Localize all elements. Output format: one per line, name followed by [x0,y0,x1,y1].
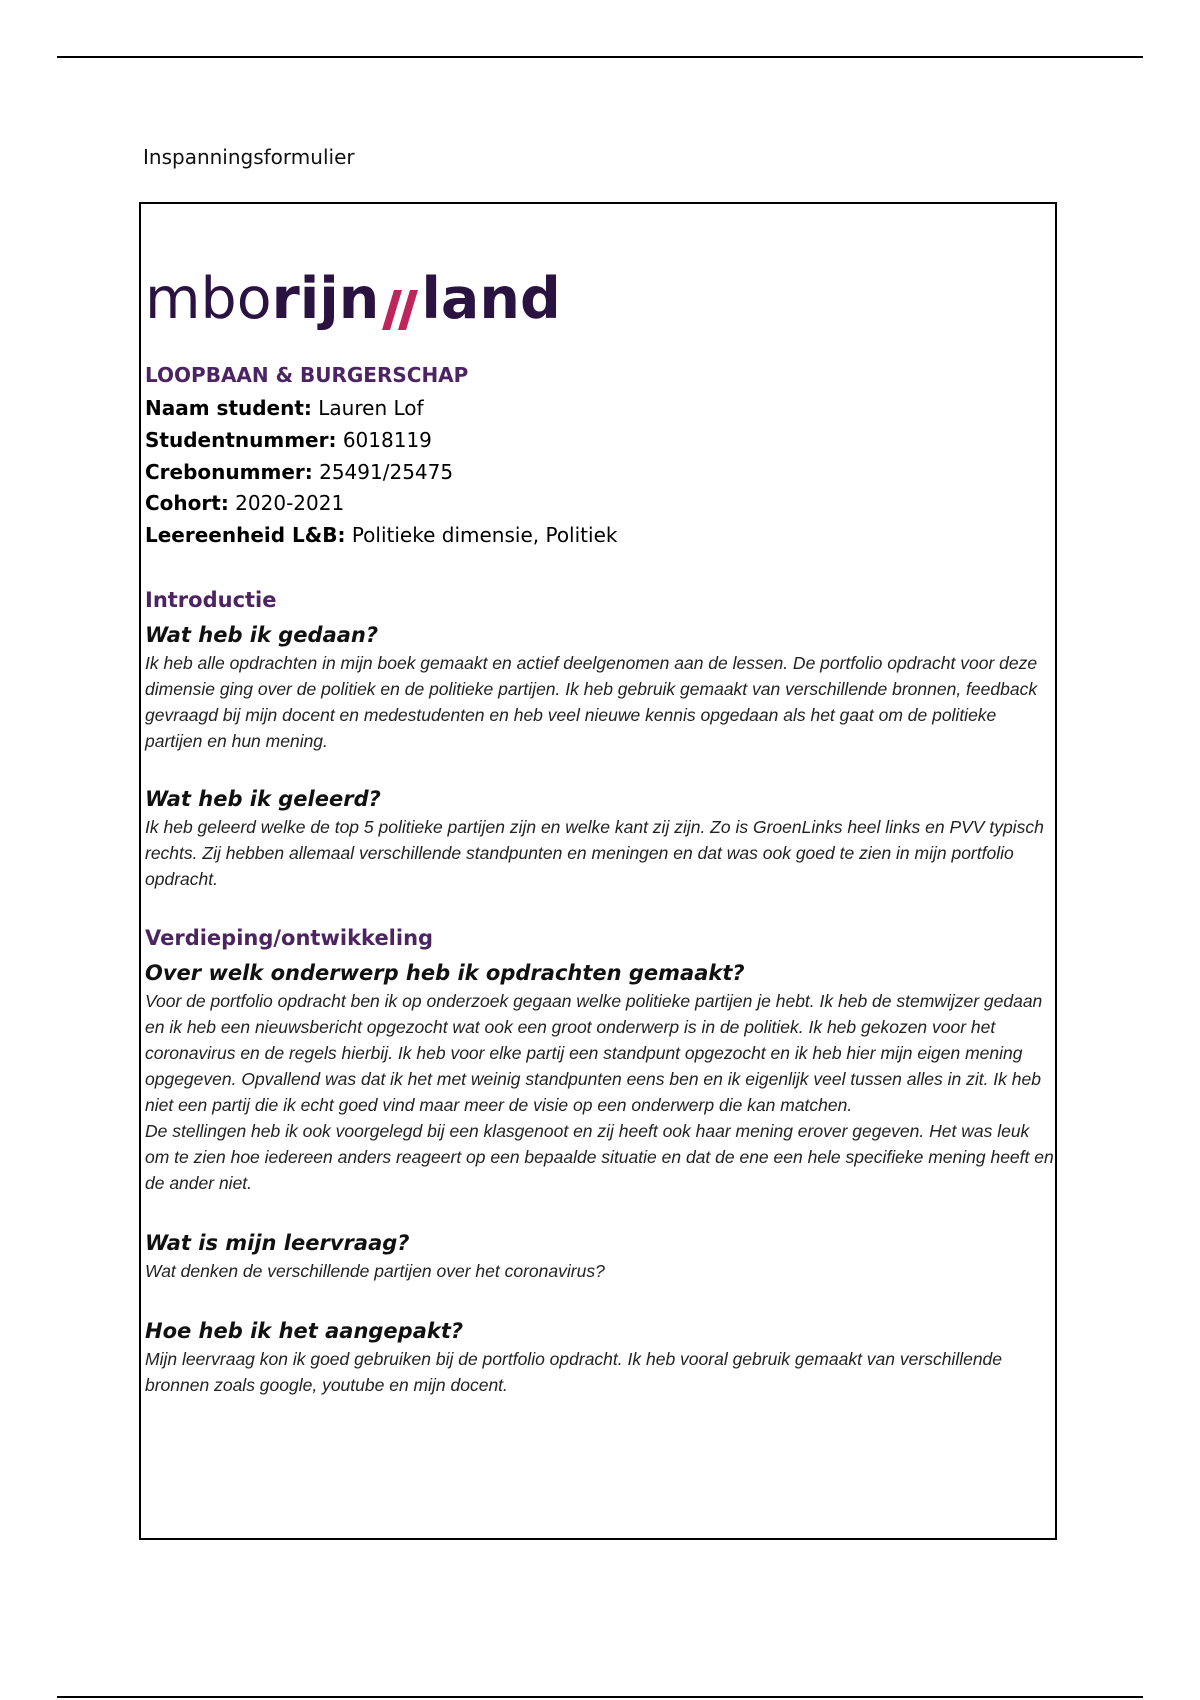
meta-value: 25491/25475 [312,460,454,484]
meta-value: Lauren Lof [311,396,424,420]
logo-slashes-icon [380,276,420,332]
question-aanpak: Hoe heb ik het aangepakt? [145,1319,464,1343]
logo-text-rijn: rijn [271,266,380,332]
meta-student-name [145,392,1051,424]
meta-label: Cohort: [145,491,229,515]
answer-wat-heb-ik-geleerd: Ik heb geleerd welke de top 5 politieke partijen zijn en welke kant zij zijn. Zo is GroenLinks heel links en PVV typisch rechts. Zij hebben allemaal verschillende standpunten en meningen en dat was ook goed te zien in mijn portfolio opdracht. [145,817,1044,889]
logo-text-land: land [421,266,561,332]
meta-student-number [145,424,1051,456]
meta-learning-unit [145,518,1051,552]
question-wat-heb-ik-gedaan: Wat heb ik gedaan? [145,623,379,647]
heading-verdieping: Verdieping/ontwikkeling [145,926,434,950]
meta-crebo-number [145,456,1051,488]
meta-label: Leereenheid L&B: [145,523,346,547]
meta-value: Politieke dimensie, Politiek [345,523,618,547]
answer-aanpak: Mijn leervraag kon ik goed gebruiken bij de portfolio opdracht. Ik heb vooral gebruik gemaakt van verschillende bronnen zoals google, youtube en mijn docent. [145,1349,1003,1395]
answer-onderwerp-p1: Voor de portfolio opdracht ben ik op onderzoek gegaan welke politieke partijen je hebt. Ik heb de stemwijzer gedaan en ik heb een nieuwsbericht opgezocht wat ook een groot onderwerp is in de politiek. Ik heb gekozen voor het coronavirus en de regels hierbij. Ik heb voor elke partij een standpunt opgezocht en ik heb hier mijn eigen mening opgegeven. Opvallend was dat ik het met weinig standpunten eens ben en ik eigenlijk veel tussen alles in zit. Ik heb niet een partij die ik echt goed vind maar meer de visie op een onderwerp die kan matchen. [145,991,1043,1115]
form-box [139,202,1057,1540]
meta-value: 2020-2021 [228,491,345,515]
meta-value: 6018119 [336,428,432,452]
top-rule [57,56,1143,58]
mborijnland-logo [145,248,561,332]
logo-text-mbo: mbo [145,266,272,332]
question-wat-heb-ik-geleerd: Wat heb ik geleerd? [145,787,381,811]
meta-label: Naam student: [145,396,312,420]
document-title: Inspanningsformulier [143,145,355,169]
course-label: LOOPBAAN & BURGERSCHAP [145,363,469,387]
form-content [145,354,1054,1398]
answer-leervraag: Wat denken de verschillende partijen over het coronavirus? [145,1261,605,1281]
answer-onderwerp-p2: De stellingen heb ik ook voorgelegd bij een klasgenoot en zij heeft ook haar mening erover gegeven. Het was leuk om te zien hoe iedereen anders reageert op een bepaalde situatie en dat de ene een hele specifieke mening heeft en de ander niet. [145,1121,1054,1193]
question-leervraag: Wat is mijn leervraag? [145,1231,410,1255]
meta-label: Studentnummer: [145,428,337,452]
answer-wat-heb-ik-gedaan: Ik heb alle opdrachten in mijn boek gemaakt en actief deelgenomen aan de lessen. De portfolio opdracht voor deze dimensie ging over de politiek en de politieke partijen. Ik heb gebruik gemaakt van verschillende bronnen, feedback gevraagd bij mijn docent en medestudenten en heb veel nieuwe kennis opgedaan als het gaat om de politieke partijen en hun mening. [145,653,1038,751]
bottom-rule [57,1696,1143,1698]
question-onderwerp: Over welk onderwerp heb ik opdrachten gemaakt? [145,961,745,985]
meta-label: Crebonummer: [145,460,313,484]
heading-introductie: Introductie [145,588,277,612]
meta-cohort [145,488,1051,518]
